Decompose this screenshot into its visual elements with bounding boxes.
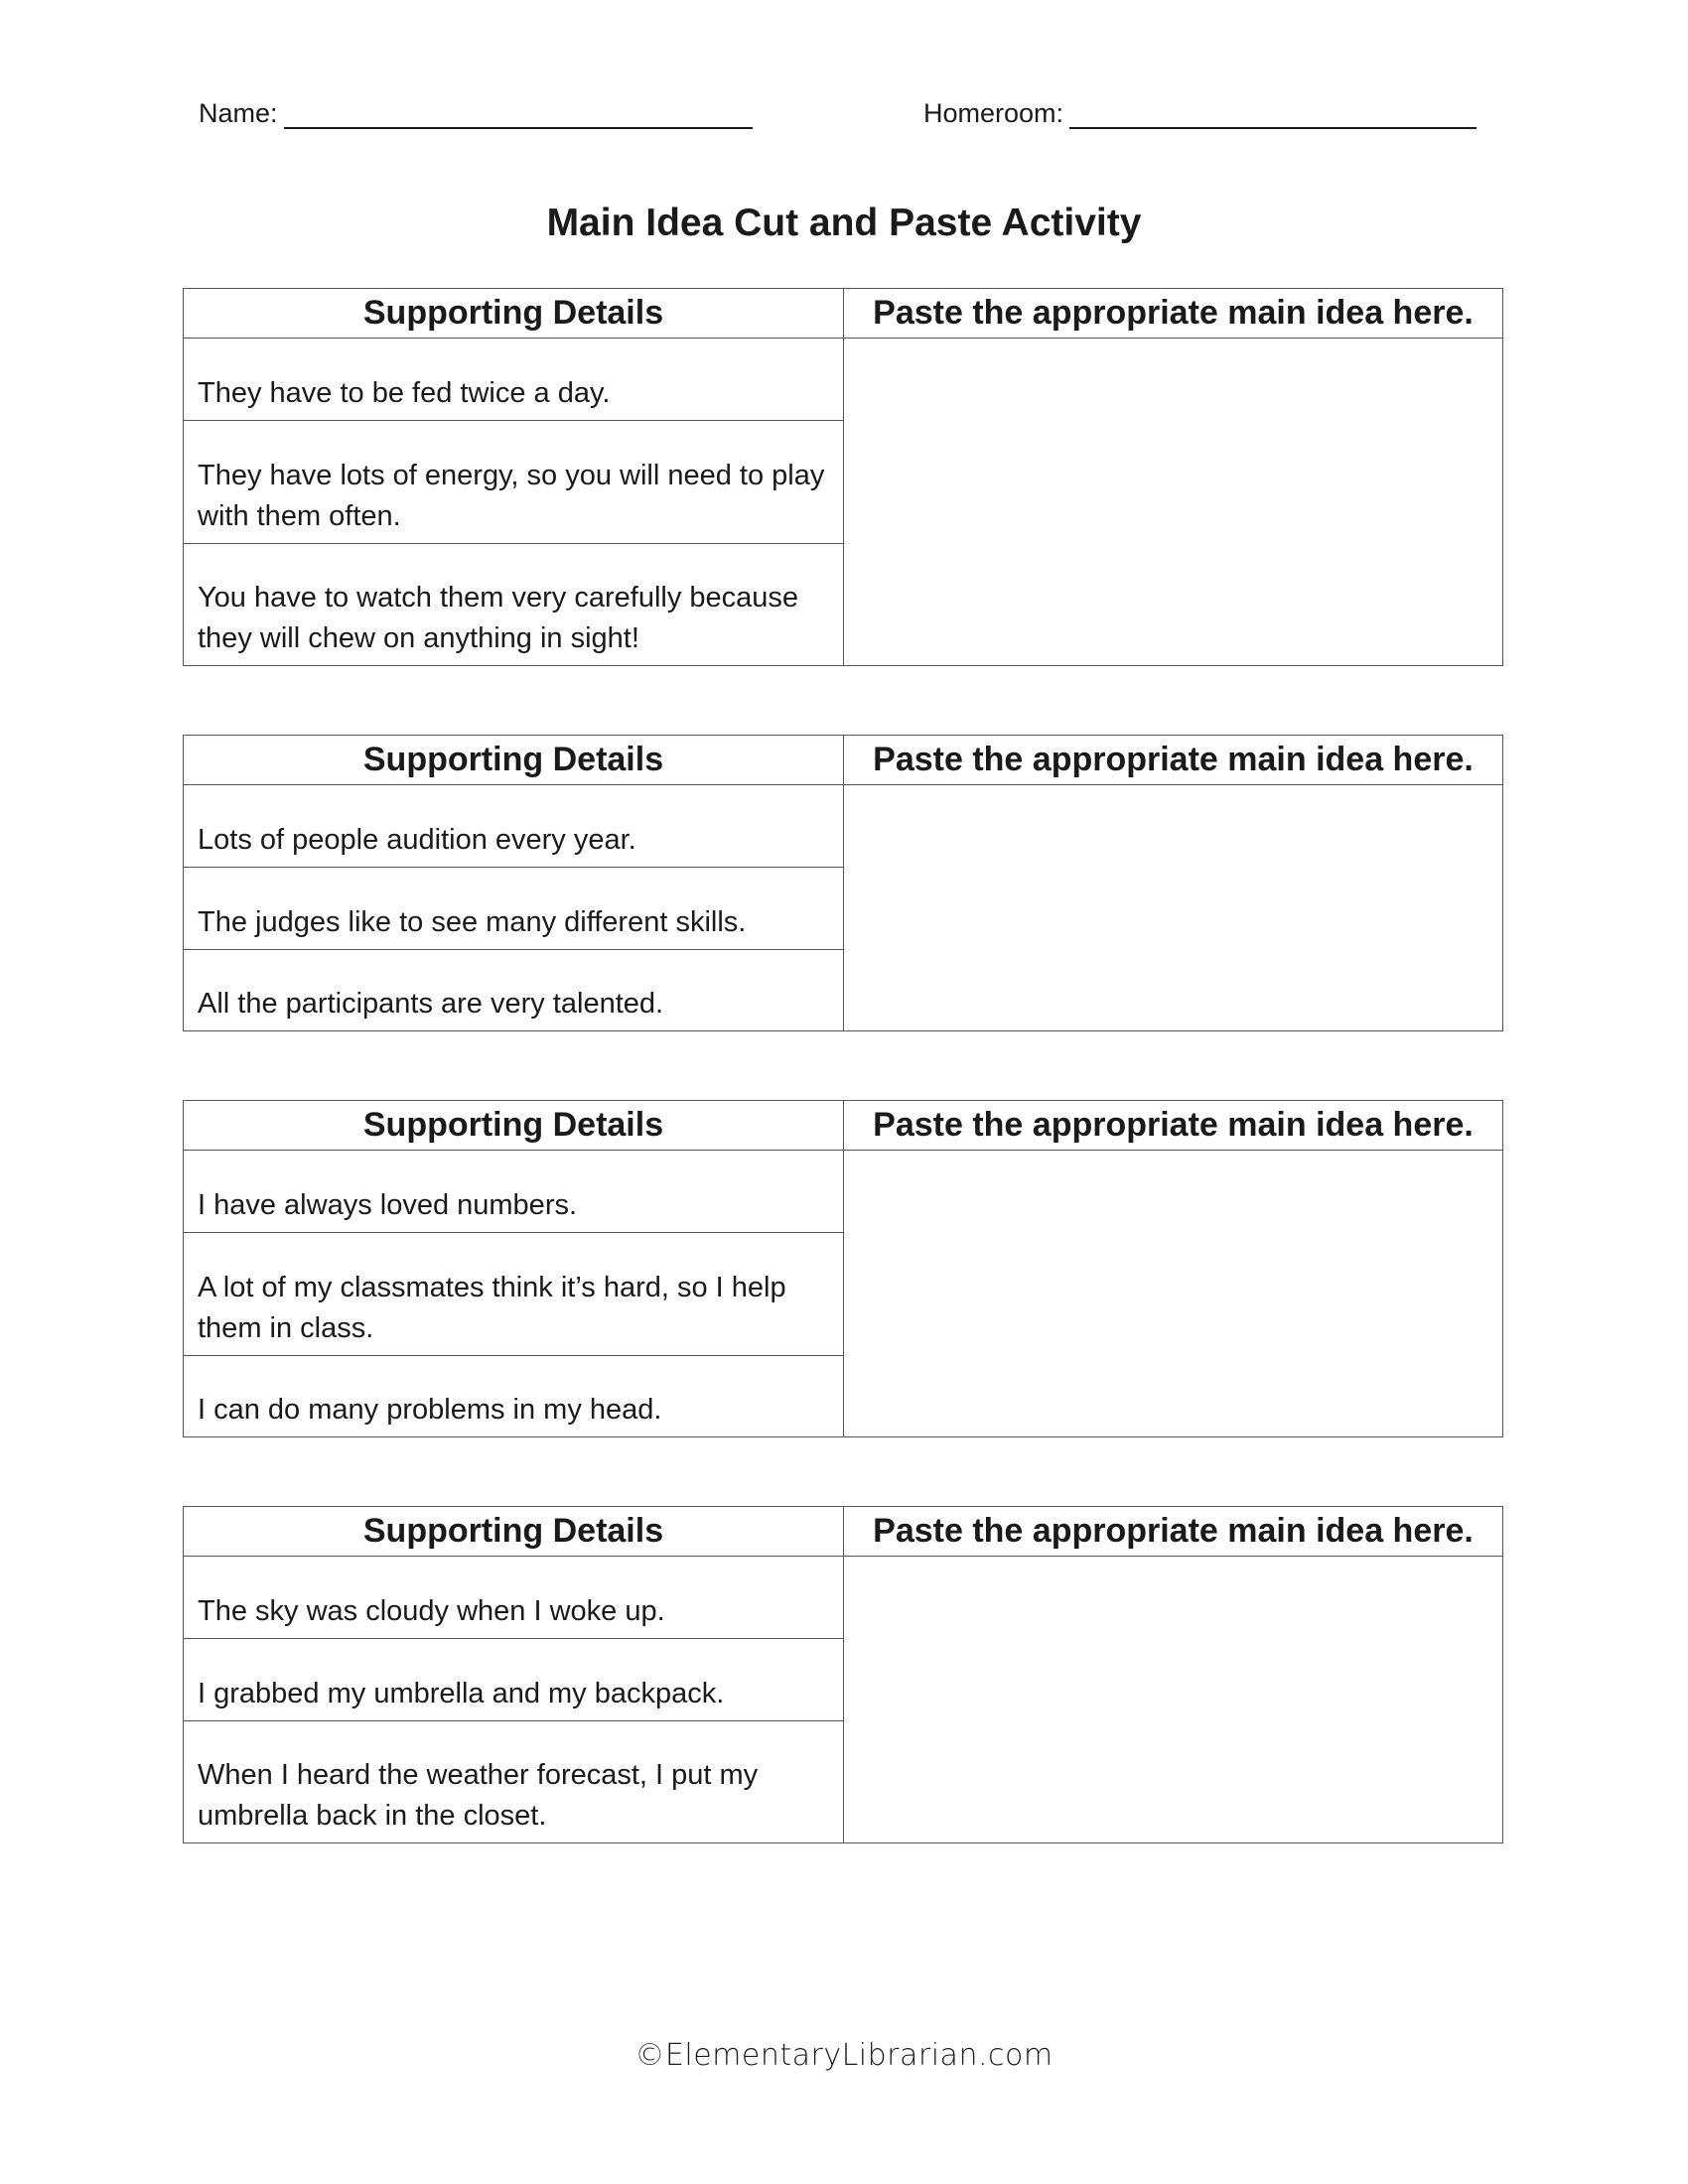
homeroom-line[interactable] (1069, 97, 1477, 129)
main-idea-header: Paste the appropriate main idea here. (844, 1101, 1502, 1151)
main-idea-header: Paste the appropriate main idea here. (844, 1507, 1502, 1557)
detail-cell: The sky was cloudy when I woke up. (184, 1557, 843, 1639)
supporting-details-header: Supporting Details (184, 736, 844, 785)
name-label: Name: (199, 98, 278, 128)
copyright-footer: ©ElementaryLibrarian.com (634, 2038, 1054, 2073)
header-fields (199, 97, 1489, 141)
main-idea-paste-area[interactable] (844, 785, 1502, 1030)
supporting-details-header: Supporting Details (184, 1507, 844, 1557)
detail-cell: A lot of my classmates think it’s hard, so I help them in class. (184, 1233, 843, 1356)
main-idea-header: Paste the appropriate main idea here. (844, 736, 1502, 785)
main-idea-header: Paste the appropriate main idea here. (844, 289, 1502, 339)
main-idea-paste-area[interactable] (844, 1557, 1502, 1843)
activity-table-3 (183, 1100, 1503, 1437)
homeroom-field (923, 97, 1477, 129)
page-title: Main Idea Cut and Paste Activity (546, 202, 1142, 244)
supporting-details-column (184, 339, 844, 665)
detail-cell: I can do many problems in my head. (198, 1394, 662, 1426)
activity-table-2 (183, 735, 1503, 1031)
main-idea-paste-area[interactable] (844, 339, 1502, 665)
detail-cell: I grabbed my umbrella and my backpack. (184, 1639, 843, 1721)
activity-table-1 (183, 288, 1503, 666)
detail-cell: When I heard the weather forecast, I put my umbrella back in the closet. (198, 1759, 759, 1832)
homeroom-label: Homeroom: (923, 98, 1064, 128)
detail-cell: I have always loved numbers. (184, 1151, 843, 1233)
supporting-details-header: Supporting Details (184, 1101, 844, 1151)
name-line[interactable] (284, 97, 753, 129)
detail-cell: The judges like to see many different skills. (184, 868, 843, 950)
detail-cell: You have to watch them very carefully because they will chew on anything in sight! (198, 582, 799, 654)
detail-cell: They have lots of energy, so you will need to play with them often. (184, 421, 843, 544)
supporting-details-column (184, 1557, 844, 1843)
detail-cell: They have to be fed twice a day. (184, 339, 843, 421)
supporting-details-column (184, 1151, 844, 1436)
activity-table-4 (183, 1506, 1503, 1843)
detail-cell: Lots of people audition every year. (184, 785, 843, 868)
supporting-details-header: Supporting Details (184, 289, 844, 339)
name-field (199, 97, 753, 129)
detail-cell: All the participants are very talented. (198, 988, 664, 1020)
supporting-details-column (184, 785, 844, 1030)
main-idea-paste-area[interactable] (844, 1151, 1502, 1436)
